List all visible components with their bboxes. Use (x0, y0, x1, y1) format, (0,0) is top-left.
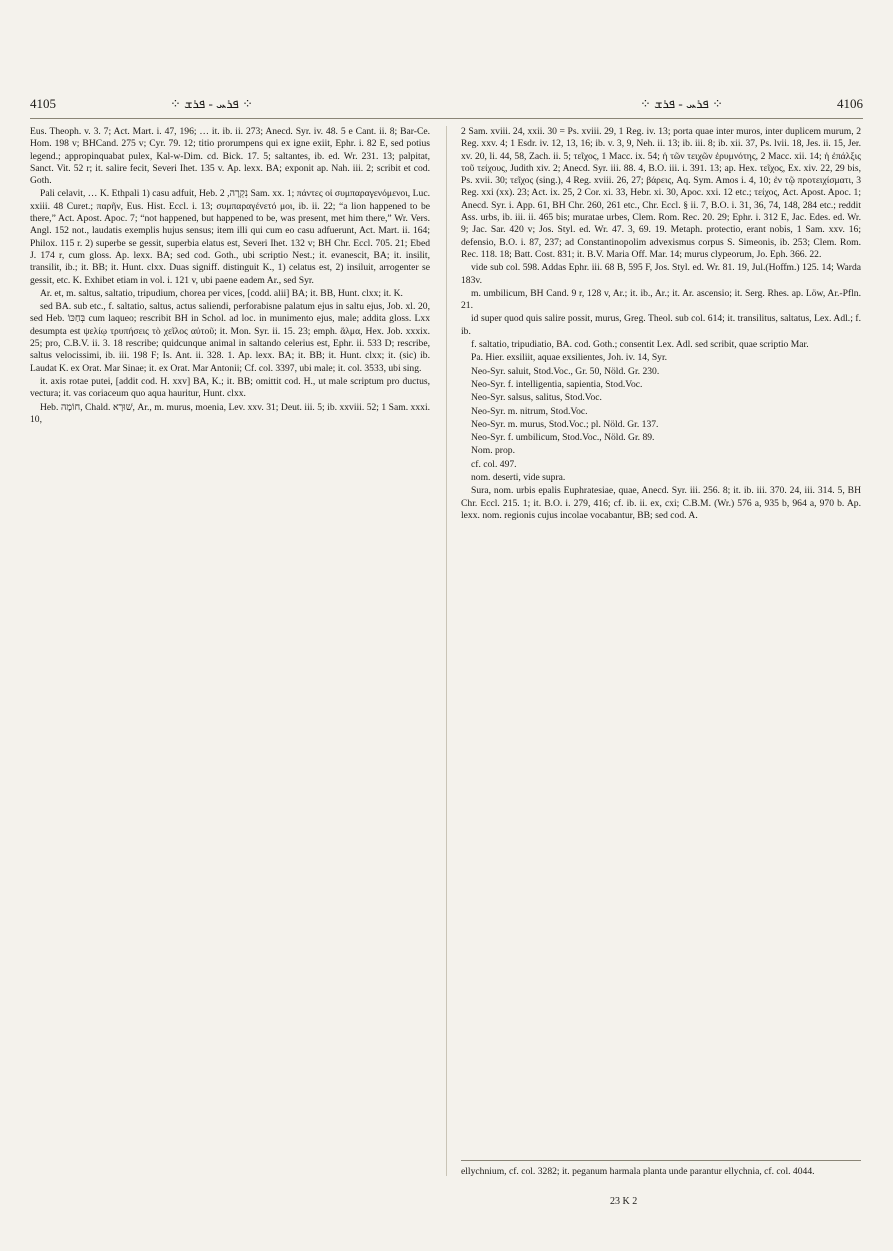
entry-paragraph: Neo-Syr. f. intelligentia, sapientia, Stod.Voc. (471, 378, 643, 390)
entry-paragraph: Neo-Syr. f. umbilicum, Stod.Voc., Nöld. Gr. 89. (471, 432, 655, 444)
running-headword-right: ⁘ ܦܪܚ - ܦܪܫ ⁘ (639, 96, 723, 111)
entry-paragraph: Neo-Syr. saluit, Stod.Voc., Gr. 50, Nöld. Gr. 230. (471, 365, 660, 377)
running-headword-left: ⁘ ܦܪܚ - ܦܪܫ ⁘ (170, 96, 254, 111)
entry-paragraph: Heb. חוֹמָה, Chald. שׁוּרָא, Ar., m. murus, moenia, Lev. xxv. 31; Deut. iii. 5; ib. xxviii. 52; 1 Sam. xxxi. 10, (30, 401, 430, 425)
entry-paragraph: it. axis rotae putei, [addit cod. H. xxv] BA, K.; it. BB; omittit cod. H., ut male scriptum pro ductus, vectura; it. vas coriaceum quo aqua hauritur, Hunt. clxx. (30, 375, 430, 400)
entry-paragraph: Neo-Syr. m. nitrum, Stod.Voc. (471, 405, 588, 417)
entry-paragraph: vide sub col. 598. Addas Ephr. iii. 68 B, 595 F, Jos. Styl. ed. Wr. 81. 19, Jul.(Hoffm.) 125. 14; Warda 183v. (461, 262, 861, 286)
footnote-rule (461, 1160, 861, 1161)
entry-paragraph: sed BA. sub etc., f. saltatio, saltus, actus saliendi, perforabisne palatum ejus in saltu ejus, Job. xl. 20, sed Heb. בְּחַכּוֹ cum laqueo; rescribit BH in Schol. ad loc. in munimento ejus, male; addita gloss. Lxx desumpta est ψελίῳ τρυπήσεις τὸ χεῖλος αὐτοῦ; it. Mon. Syr. ii. 15. 23; emph. ἅλμα, Hex. Job. xxxix. 25; pro, C.B.V. ii. 3. 18 rescribe; quidcunque animal in saltando celerius est, Ephr. ii. 533 D; rescribe, saltus velocissimi, ib. iii. 198 F; Is. Ant. ii. 328. 1. Ap. lexx. BA; it. BB; it. Hunt. clxx; it. (sic) ib. Laudat K. ex Orat. Mar Sinae; it. ex Orat. Mar Antonii; Cf. col. 3397, ubi male; it. col. 3533, ubi sing. (30, 301, 430, 374)
entry-paragraph: Pa. Hier. exsiliit, aquae exsilientes, Joh. iv. 14, Syr. (471, 352, 668, 364)
entry-paragraph: Sura, nom. urbis epalis Euphratesiae, quae, Anecd. Syr. iii. 256. 8; it. ib. iii. 370. 24, iii. 314. 5, BH Chr. Eccl. 215. 1; it. B.O. i. 279, 416; cf. ib. ii. ex, cxi; C.B.M. (Wr.) 576 a, 935 b, 964 a, 970 b. Ap. lexx. nom. regionis cujus incolae vocabantur, BB; sed cod. A. (461, 485, 861, 521)
entry-paragraph: nom. deserti, vide supra. (471, 472, 566, 484)
entry-paragraph: f. saltatio, tripudiatio, BA. cod. Goth.; consentit Lex. Adl. sed scribit, quae scriptio Mar. (471, 339, 809, 351)
header-rule (30, 118, 863, 119)
entry-paragraph: cf. col. 497. (471, 458, 517, 470)
entry-paragraph: m. umbilicum, BH Cand. 9 r, 128 v, Ar.; it. ib., Ar.; it. Ar. ascensio; it. Serg. Rhes. ap. Löw, Ar.-Pfln. 21. (461, 287, 861, 312)
entry-paragraph: Eus. Theoph. v. 3. 7; Act. Mart. i. 47, 196; … it. ib. ii. 273; Anecd. Syr. iv. 48. 5 e Cant. ii. 8; Bar-Ce. Hom. 198 v; BHCand. 275 v; Cyr. 79. 12; titio prorumpens qui ex igne exiit, Ephr. i. 82 E, sed potius legend.; appropinquabat pulex, Kal-w-Dim. cd. Bick. 17. 5; saltantes, ib. ed. Wr. 231. 13; palpitat, Sanct. Vit. 52 r; it. salire fecit, Severi Ihet. 135 v. Ap. lexx. BA; exponit ap. Nah. iii. 2; scribit et cod. Goth. (30, 126, 430, 187)
entry-paragraph: Neo-Syr. salsus, salitus, Stod.Voc. (471, 392, 602, 404)
column-divider (446, 126, 447, 1176)
left-column (30, 126, 430, 1176)
entry-paragraph: Nom. prop. (471, 445, 515, 457)
footnote: ellychnium, cf. col. 3282; it. peganum harmala planta unde parantur ellychnia, cf. col. 4044. (461, 1166, 815, 1177)
entry-paragraph: Neo-Syr. m. murus, Stod.Voc.; pl. Nöld. Gr. 137. (471, 418, 659, 430)
page-number-right: 4106 (837, 96, 863, 111)
page-number-left: 4105 (30, 96, 56, 111)
entry-paragraph: Pali celavit, … K. Ethpali 1) casu adfuit, Heb. נִקְרָה, 2 Sam. xx. 1; πάντες οἱ συμπαραγενόμενοι, Luc. xxiii. 48 Curet.; παρῆν, Eus. Hist. Eccl. i. 13; συμπαραγένετό μοι, ib. ii. 22; “a lion happened to be there,” Act. Apost. Apoc. 7; “not happened, but happened to be, was present, met him there,” Wr. Vers. Angl. 152 not., laudatis exemplis hujus sensus; item illi qui cum eo casu adfuerunt, Act. Mart. ii. 164; Philox. 115 r. 2) superbe se gessit, superbia elatus est, Severi Ihet. 132 v; BH Chr. Eccl. 705. 21; Ebed J. 174 r, cum gloss. Ap. lexx. BA; sed cod. Goth., ubi scriptio Nest.; it. evanescit, BA; it. insilit, transilit, ib.; it. BB; it. Hunt. clxx. Duas signiff. distinguit K., 1) celatus est, 2) insiluit, arrogenter se gessit, etc. K. Exhibet etiam in vol. i. 121 v, ubi paene eadem Ar., sed Syr. (30, 188, 430, 286)
entry-paragraph: Ar. et, m. saltus, saltatio, tripudium, chorea per vices, [codd. alii] BA; it. BB, Hunt. clxx; it. K. (40, 287, 403, 299)
entry-paragraph: id super quod quis salire possit, murus, Greg. Theol. sub col. 614; it. transilitus, saltatus, Lex. Adl.; f. ib. (461, 313, 861, 337)
signature-mark: 23 K 2 (610, 1196, 638, 1207)
entry-paragraph: 2 Sam. xviii. 24, xxii. 30 = Ps. xviii. 29, 1 Reg. iv. 13; porta quae inter muros, inter duplicem murum, 2 Reg. xxv. 4; 1 Esdr. iv. 12, 13, 16; ib. v. 3, 9, Neh. ii. 13; ib. iii. 8; ib. xii. 37, Ps. lvii. 18, Jes. ii. 15, Jer. xv. 20, li. 44, 58, Zach. ii. 5; τεῖχος, 1 Macc. ix. 54; ἡ τῶν τειχῶν ἐρυμνότης, 2 Macc. xii. 14; ἡ ἐπάλξις τοῦ τείχους, Judith xiv. 2; Anecd. Syr. iii. 88. 4, B.O. iii. i. 391. 13; ap. Hex. τεῖχος, Ex. xiv. 22, 29 bis, Ps. xvii. 30; τεῖχος (sing.), 4 Reg. xviii. 26, 27; βάρεις, Aq. Sym. Amos i. 4, 10; ἐν τῷ προτειχίσματι, 3 Reg. xxi (xx). 23; Act. ix. 25, 2 Cor. xi. 33, Hebr. xi. 30, Apoc. xxi. 12 etc.; τείχος, Act. Apost. Apoc. 1; Anecd. Syr. i. App. 61, BH Chr. 260, 261 etc., Chr. Eccl. § ii. 7, B.O. i. 31, 36, 74, 148, 284 etc.; reddit Ass. urbs, ib. iii. ii. 465 bis; muratae urbes, Clem. Rom. Rec. 20. 29; Ephr. i. 312 E, Jac. Edes. ed. Wr. 9; Jac. Sar. 420 v; Jos. Styl. ed. Wr. 47. 3, 69. 19. Metaph. protectio, erant nobis, 1 Sam. xxv. 16; defensio, B.O. i. 87, 237; ad Constantinopolim advexismus corpus S. Simeonis, ib. 253; Clem. Rom. Rec. 118. 18; Batt. Cost. 831; it. B.V. Maria Off. Mar. 14; murus clypeorum, Jo. Eph. 366. 22. (461, 126, 861, 260)
right-column (461, 126, 861, 1176)
running-header (30, 96, 863, 118)
